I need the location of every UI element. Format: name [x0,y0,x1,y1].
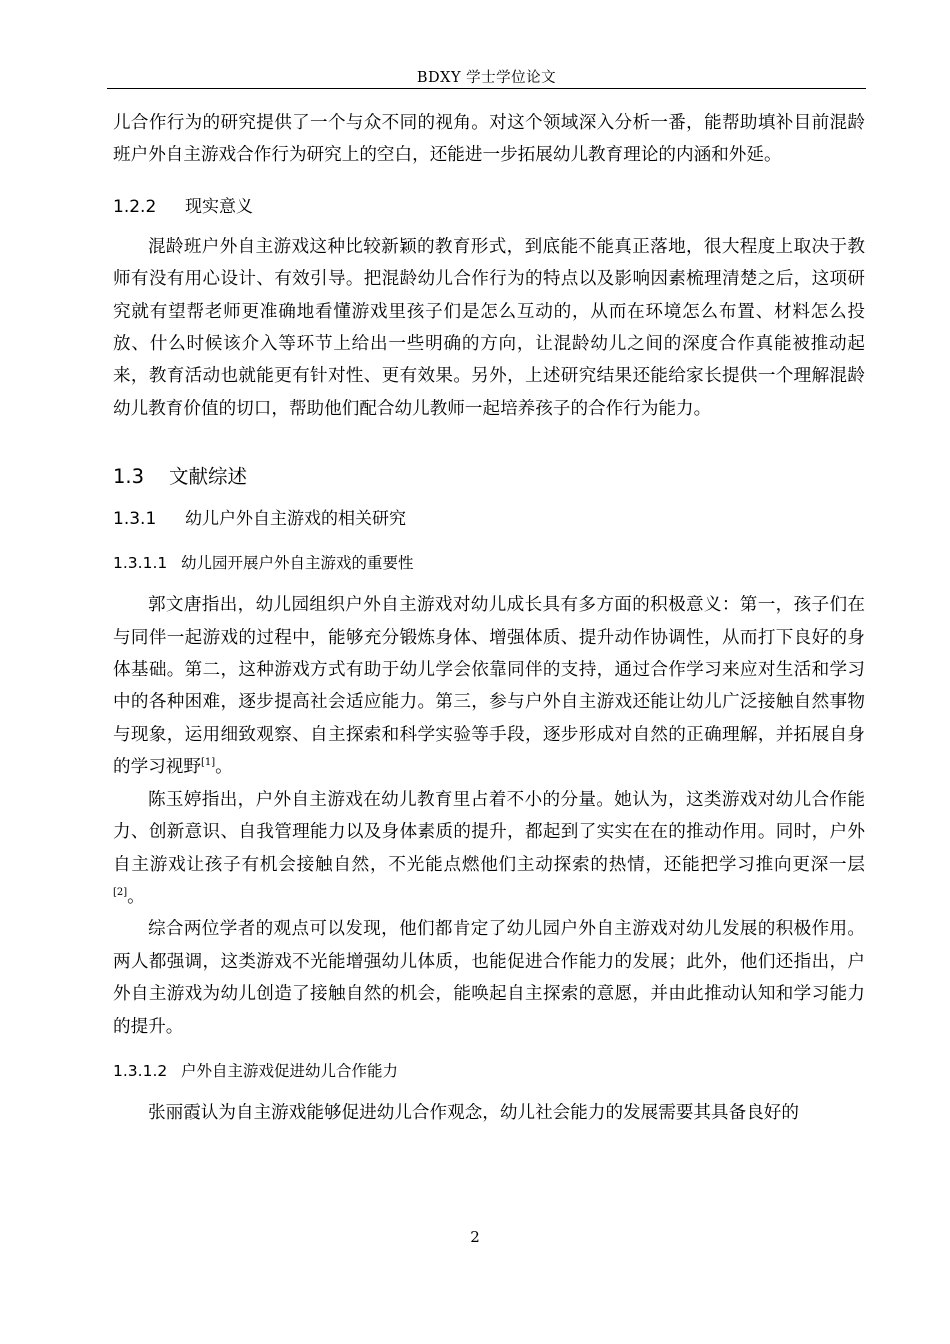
section-number: 1.3 [113,465,145,489]
paragraph-guo-wentang [113,589,865,783]
section-heading-1-3-1-1 [113,551,865,575]
paragraph-intro-continued: 儿合作行为的研究提供了一个与众不同的视角。对这个领域深入分析一番，能帮助填补目前混龄班户外自主游戏合作行为研究上的空白，还能进一步拓展幼儿教育理论的内涵和外延。 [113,113,865,166]
section-heading-1-3 [113,463,865,491]
section-heading-1-3-1 [113,507,865,531]
section-number: 1.3.1.2 [113,1061,168,1080]
section-title: 幼儿户外自主游戏的相关研究 [185,509,406,530]
paragraph-end: 。 [215,757,233,778]
section-number: 1.3.1 [113,509,157,530]
section-title: 户外自主游戏促进幼儿合作能力 [181,1061,399,1080]
body-content [113,107,865,1129]
citation-2: [2] [113,886,128,898]
section-title: 文献综述 [169,465,248,489]
paragraph-summary: 综合两位学者的观点可以发现，他们都肯定了幼儿园户外自主游戏对幼儿发展的积极作用。两人都强调，这类游戏不光能增强幼儿体质，也能促进合作能力的发展；此外，他们还指出，户外自主游戏为幼儿创造了接触自然的机会，能唤起自主探索的意愿，并由此推动认知和学习能力的提升。 [113,919,865,1037]
paragraph-end: 。 [127,886,145,907]
running-header: BDXY 学士学位论文 [416,70,557,86]
citation-1: [1] [200,757,216,769]
section-heading-1-2-2 [113,195,865,219]
page-number: 2 [470,1228,480,1246]
paragraph-zhang-lixia: 张丽霞认为自主游戏能够促进幼儿合作观念，幼儿社会能力的发展需要其具备良好的 [148,1102,799,1123]
section-title: 现实意义 [185,196,253,217]
paragraph-text: 陈玉婷指出，户外自主游戏在幼儿教育里占着不小的分量。她认为，这类游戏对幼儿合作能力、创新意识、自我管理能力以及身体素质的提升，都起到了实实在在的推动作用。同时，户外自主游戏让孩子有机会接触自然，不光能点燃他们主动探索的热情，还能把学习推向更深一层 [113,789,865,875]
paragraph-chen-yuting [113,784,865,914]
header-rule [107,88,866,89]
section-number: 1.3.1.1 [113,554,168,573]
section-title: 幼儿园开展户外自主游戏的重要性 [181,554,414,573]
paragraph-text: 郭文唐指出，幼儿园组织户外自主游戏对幼儿成长具有多方面的积极意义：第一，孩子们在与同伴一起游戏的过程中，能够充分锻炼身体、增强体质、提升动作协调性，从而打下良好的身体基础。第二，这种游戏方式有助于幼儿学会依靠同伴的支持，通过合作学习来应对生活和学习中的各种困难，逐步提高社会适应能力。第三，参与户外自主游戏还能让幼儿广泛接触自然事物与现象，运用细致观察、自主探索和科学实验等手段，逐步形成对自然的正确理解，并拓展自身的学习视野 [113,595,865,778]
section-heading-1-3-1-2 [113,1059,865,1083]
section-number: 1.2.2 [113,196,157,217]
paragraph-practical-significance: 混龄班户外自主游戏这种比较新颖的教育形式，到底能不能真正落地，很大程度上取决于教师有没有用心设计、有效引导。把混龄幼儿合作行为的特点以及影响因素梳理清楚之后，这项研究就有望帮老师更准确地看懂游戏里孩子们是怎么互动的，从而在环境怎么布置、材料怎么投放、什么时候该介入等环节上给出一些明确的方向，让混龄幼儿之间的深度合作真能被推动起来，教育活动也就能更有针对性、更有效果。另外，上述研究结果还能给家长提供一个理解混龄幼儿教育价值的切口，帮助他们配合幼儿教师一起培养孩子的合作行为能力。 [113,236,865,419]
